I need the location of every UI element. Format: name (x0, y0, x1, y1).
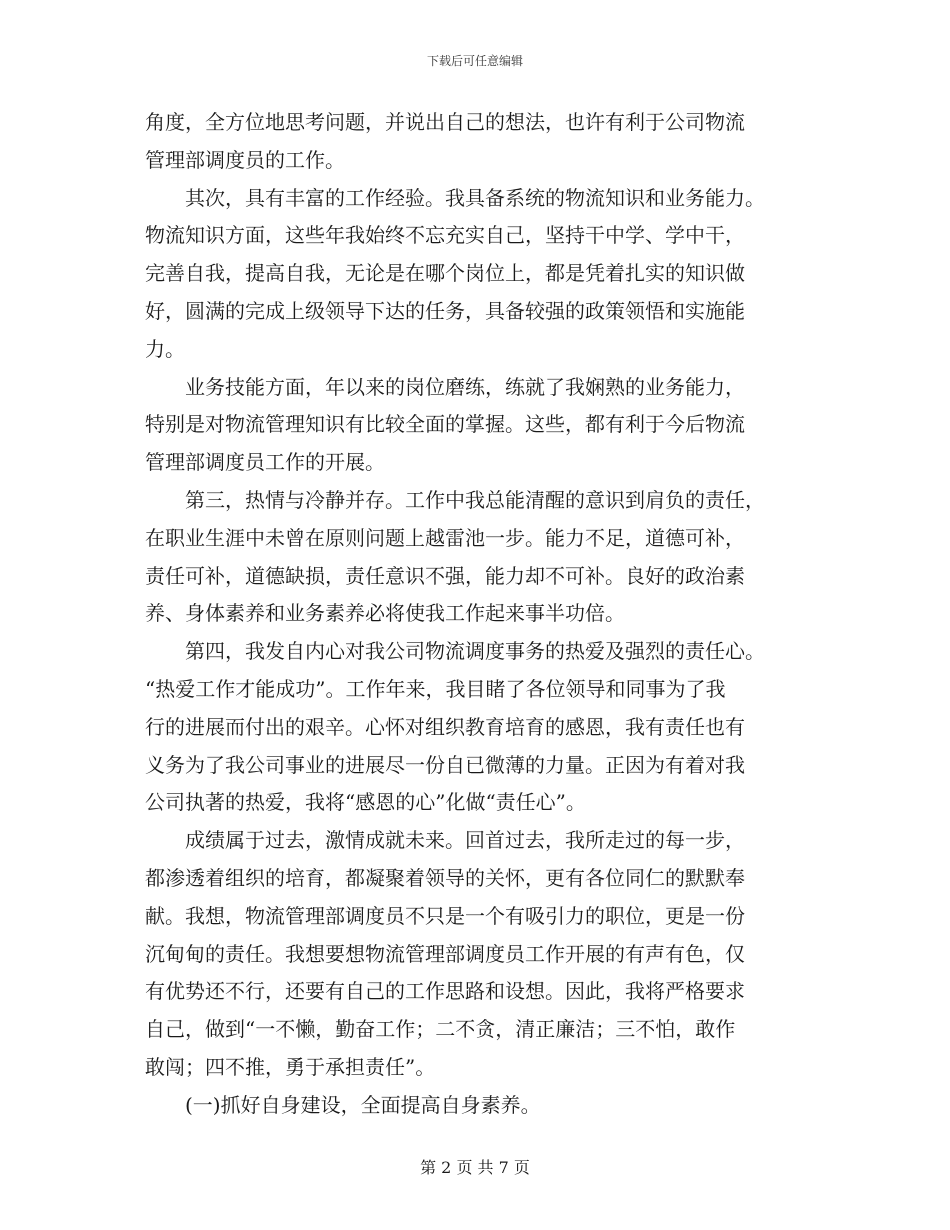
text-line: 行的进展而付出的艰辛。心怀对组织教育培育的感恩，我有责任也有 (145, 714, 745, 739)
page-number-footer: 第 2 页 共 7 页 (420, 1158, 530, 1177)
text-line: 养、身体素养和业务素养必将使我工作起来事半功倍。 (145, 601, 625, 626)
document-body (145, 104, 815, 1125)
paragraph-start-line: 第四，我发自内心对我公司物流调度事务的热爱及强烈的责任心。 (185, 639, 765, 664)
paragraph-start-line: 成绩属于过去，激情成就未来。回首过去，我所走过的每一步， (185, 828, 745, 853)
paragraph-start-line: 第三，热情与冷静并存。工作中我总能清醒的意识到肩负的责任， (185, 487, 765, 512)
paragraph-start-line: 其次，具有丰富的工作经验。我具备系统的物流知识和业务能力。 (185, 185, 765, 210)
text-line: 都渗透着组织的培育，都凝聚着领导的关怀，更有各位同仁的默默奉 (145, 865, 745, 890)
text-line: 角度，全方位地思考问题，并说出自己的想法，也许有利于公司物流 (145, 110, 745, 134)
text-line: 责任可补，道德缺损，责任意识不强，能力却不可补。良好的政治素 (145, 563, 745, 588)
text-line: 公司执著的热爱，我将“感恩的心”化做“责任心”。 (145, 790, 586, 815)
text-line: 管理部调度员的工作。 (145, 147, 345, 172)
page-header: 下载后可任意编辑 (426, 54, 523, 68)
text-line: 好，圆满的完成上级领导下达的任务，具备较强的政策领悟和实施能 (145, 298, 745, 323)
text-line: 沉甸甸的责任。我想要想物流管理部调度员工作开展的有声有色，仅 (145, 941, 745, 966)
text-line: 献。我想，物流管理部调度员不只是一个有吸引力的职位，更是一份 (145, 903, 745, 928)
text-line: 义务为了我公司事业的进展尽一份自已微薄的力量。正因为有着对我 (145, 752, 745, 777)
text-line: 自己，做到“一不懒，勤奋工作；二不贪，清正廉洁；三不怕，敢作 (145, 1017, 736, 1042)
text-line: 特别是对物流管理知识有比较全面的掌握。这些，都有利于今后物流 (145, 412, 745, 437)
text-line: “热爱工作才能成功”。工作年来，我目睹了各位领导和同事为了我 (145, 676, 726, 701)
text-line: 管理部调度员工作的开展。 (145, 450, 385, 475)
text-line: 完善自我，提高自我，无论是在哪个岗位上，都是凭着扎实的知识做 (145, 261, 745, 286)
text-line: 力。 (145, 336, 185, 361)
paragraph-start-line: 业务技能方面，年以来的岗位磨练，练就了我娴熟的业务能力， (185, 374, 745, 399)
text-line: 在职业生涯中未曾在原则问题上越雷池一步。能力不足，道德可补， (145, 525, 745, 550)
paragraph-start-line: (一)抓好自身建设，全面提高自身素养。 (185, 1092, 541, 1117)
text-line: 有优势还不行，还要有自己的工作思路和设想。因此，我将严格要求 (145, 979, 745, 1004)
text-line: 敢闯；四不推，勇于承担责任”。 (145, 1054, 436, 1079)
text-line: 物流知识方面，这些年我始终不忘充实自己，坚持干中学、学中干， (145, 223, 745, 248)
